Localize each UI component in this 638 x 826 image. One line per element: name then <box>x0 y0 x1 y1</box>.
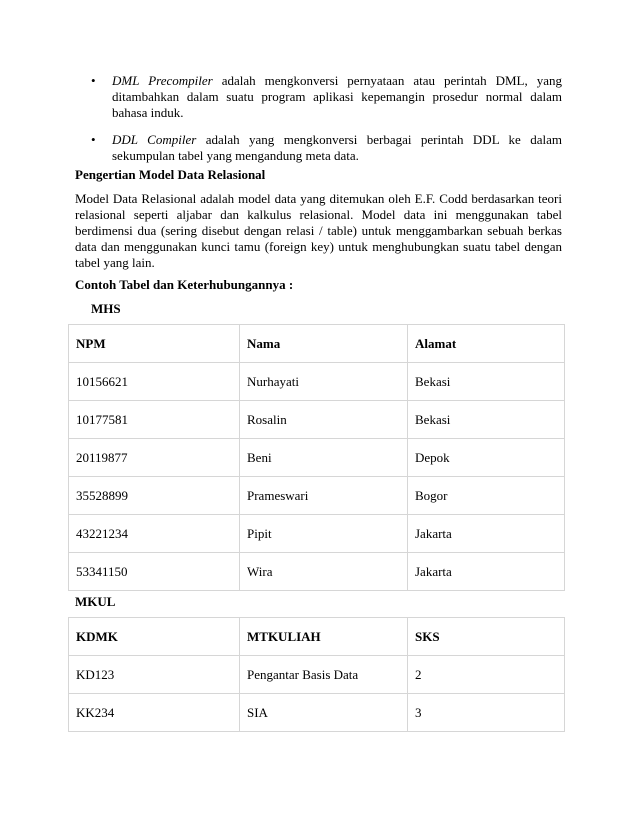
header-cell: KDMK <box>69 618 240 656</box>
table-cell: Bogor <box>408 477 565 515</box>
bullet-text: adalah mengkonversi pernyataan atau perintah DML, yang ditambahkan dalam suatu program aplikasi kepemangin prosedur normal dalam bahasa induk. <box>112 73 562 120</box>
table-cell: 10177581 <box>69 401 240 439</box>
bullet-item <box>91 73 562 121</box>
table-cell: 3 <box>408 694 565 732</box>
example-title: Contoh Tabel dan Keterhubungannya : <box>75 277 294 292</box>
header-cell: SKS <box>408 618 565 656</box>
table-cell: Pengantar Basis Data <box>240 656 408 694</box>
mkul-table <box>68 617 565 732</box>
table-cell: Wira <box>240 553 408 591</box>
table-row <box>69 553 565 591</box>
table-cell: 2 <box>408 656 565 694</box>
header-cell: Alamat <box>408 325 565 363</box>
table-cell: Beni <box>240 439 408 477</box>
table-cell: Bekasi <box>408 401 565 439</box>
bullet-text: adalah yang mengkonversi berbagai perintah DDL ke dalam sekumpulan tabel yang mengandung meta data. <box>112 132 562 163</box>
table-cell: KK234 <box>69 694 240 732</box>
table-row <box>69 401 565 439</box>
table-row <box>69 363 565 401</box>
bullet-icon: • <box>91 132 96 147</box>
table-row <box>69 656 565 694</box>
table-cell: 35528899 <box>69 477 240 515</box>
table-row <box>69 477 565 515</box>
table-cell: 53341150 <box>69 553 240 591</box>
bullet-item <box>91 132 562 164</box>
mhs-table <box>68 324 565 591</box>
table-row <box>69 515 565 553</box>
table-cell: 43221234 <box>69 515 240 553</box>
header-cell: NPM <box>69 325 240 363</box>
table-header-row <box>69 325 565 363</box>
table-cell: Bekasi <box>408 363 565 401</box>
table-cell: Nurhayati <box>240 363 408 401</box>
bullet-icon: • <box>91 73 96 88</box>
table-row <box>69 694 565 732</box>
mkul-table-label: MKUL <box>75 594 116 609</box>
section-title: Pengertian Model Data Relasional <box>75 167 266 182</box>
table-cell: KD123 <box>69 656 240 694</box>
table-cell: Prameswari <box>240 477 408 515</box>
table-cell: Rosalin <box>240 401 408 439</box>
table-cell: Jakarta <box>408 515 565 553</box>
header-cell: Nama <box>240 325 408 363</box>
table-cell: Depok <box>408 439 565 477</box>
table-cell: Jakarta <box>408 553 565 591</box>
header-cell: MTKULIAH <box>240 618 408 656</box>
bullet-term: DML Precompiler <box>112 73 213 88</box>
bullet-list <box>91 73 562 175</box>
mhs-table-label: MHS <box>91 301 121 316</box>
body-paragraph: Model Data Relasional adalah model data yang ditemukan oleh E.F. Codd berdasarkan teori relasional seperti aljabar dan kalkulus relasional. Model data ini menggunakan tabel berdimensi dua (sering disebut dengan relasi / table) untuk menggambarkan sebuah berkas data dan menggunakan kunci tamu (foreign key) untuk menghubungkan suatu tabel dengan tabel yang lain. <box>75 191 562 270</box>
table-row <box>69 439 565 477</box>
bullet-term: DDL Compiler <box>112 132 197 147</box>
table-cell: Pipit <box>240 515 408 553</box>
table-cell: 10156621 <box>69 363 240 401</box>
table-cell: 20119877 <box>69 439 240 477</box>
table-cell: SIA <box>240 694 408 732</box>
table-header-row <box>69 618 565 656</box>
